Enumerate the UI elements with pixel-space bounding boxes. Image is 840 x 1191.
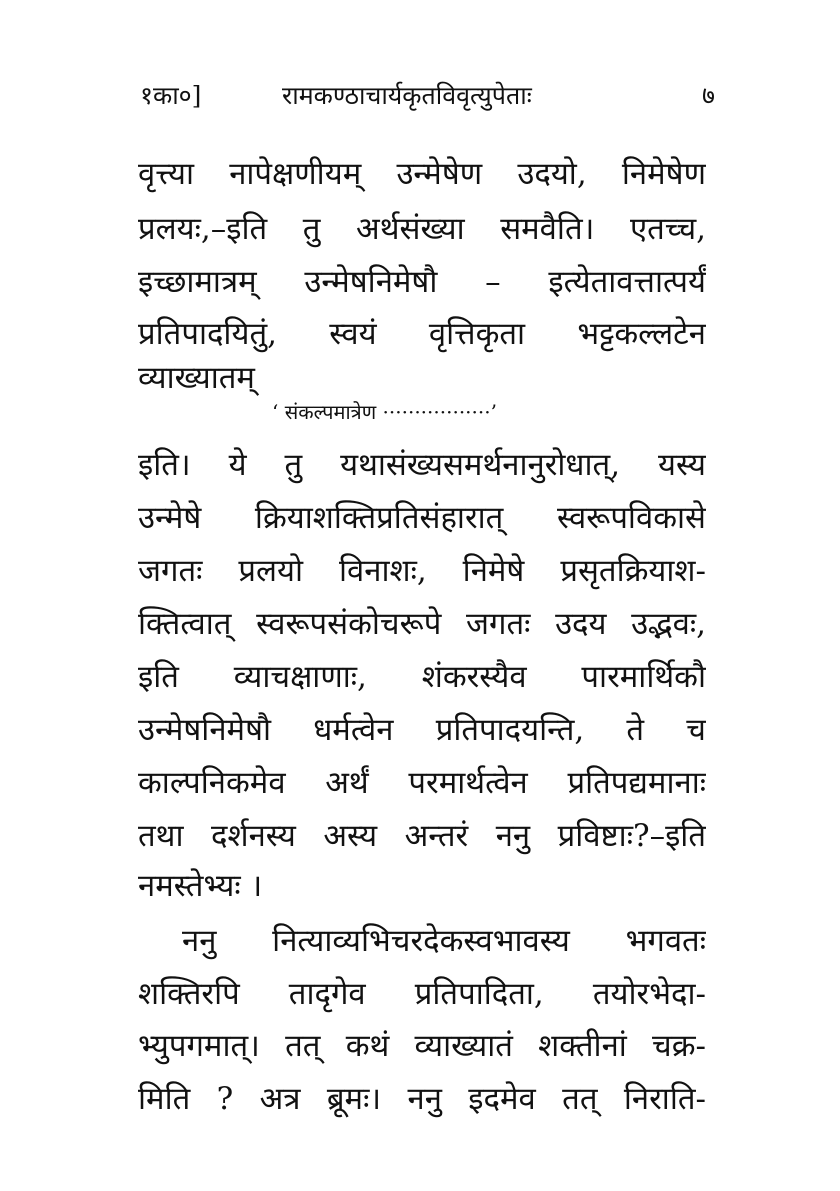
header-section-mark: १का०] — [140, 81, 202, 110]
header-title: रामकण्ठाचार्यकृतविवृत्युपेताः — [282, 81, 532, 110]
page-number: ७ — [701, 81, 715, 110]
text-line: क्तित्वात् स्वरूपसंकोचरूपे जगतः उदय उद्भवः, — [138, 606, 706, 642]
text-line: नमस्तेभ्यः । — [138, 868, 263, 904]
text-line: जगतः प्रलयो विनाशः, निमेषे प्रसृतक्रियाश- — [138, 553, 706, 589]
text-line: प्रलयः,–इति तु अर्थसंख्या समवैति। एतच्च, — [138, 211, 706, 247]
text-line: इति व्याचक्षाणाः, शंकरस्यैव पारमार्थिकौ — [138, 659, 706, 695]
quoted-verse: ‘ संकल्पमात्रेण ·················’ — [272, 400, 497, 424]
text-line: मिति ? अत्र ब्रूमः। ननु इदमेव तत् निराति- — [138, 1081, 706, 1117]
text-line: शक्तिरपि तादृगेव प्रतिपादिता, तयोरभेदा- — [138, 976, 706, 1012]
text-line: उन्मेषनिमेषौ धर्मत्वेन प्रतिपादयन्ति, ते च — [138, 712, 706, 748]
text-line: व्याख्यातम् — [138, 360, 255, 396]
text-line: वृत्त्या नापेक्षणीयम् उन्मेषेण उदयो, निमेषेण — [138, 156, 706, 192]
text-line: काल्पनिकमेव अर्थं परमार्थत्वेन प्रतिपद्यमानाः — [138, 765, 706, 801]
text-line: इति। ये तु यथासंख्यसमर्थनानुरोधात्, यस्य — [138, 447, 706, 483]
page-header — [140, 78, 715, 126]
text-line: भ्युपगमात्। तत् कथं व्याख्यातं शक्तीनां चक्र- — [138, 1028, 706, 1064]
text-line: तथा दर्शनस्य अस्य अन्तरं ननु प्रविष्टाः?–इति — [138, 818, 706, 854]
text-line: इच्छामात्रम् उन्मेषनिमेषौ – इत्येतावत्तात्पर्यं — [138, 264, 706, 300]
text-line: उन्मेषे क्रियाशक्तिप्रतिसंहारात् स्वरूपविकासे — [138, 500, 706, 536]
text-line: प्रतिपादयितुं, स्वयं वृत्तिकृता भट्टकल्लटेन — [138, 316, 706, 352]
paragraph-first-line: ननु नित्याव्यभिचरदेकस्वभावस्य भगवतः — [182, 923, 706, 959]
